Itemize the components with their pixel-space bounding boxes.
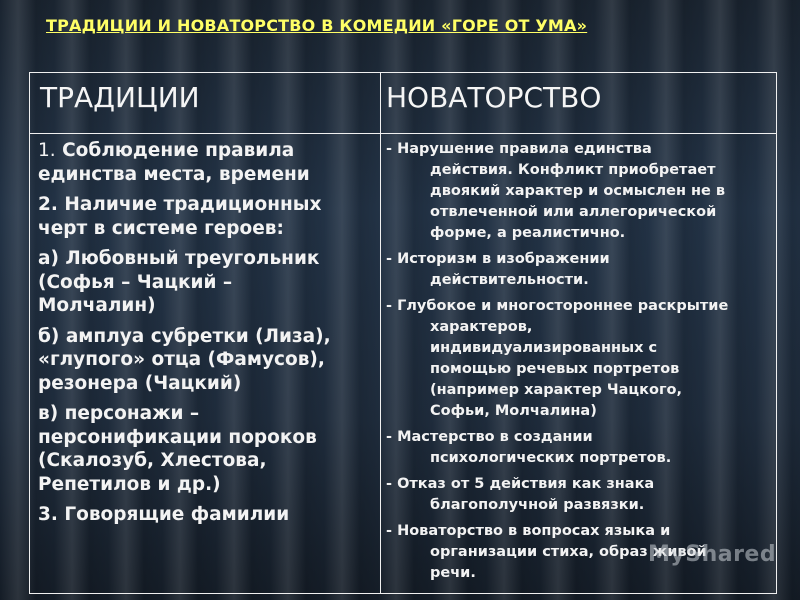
innovation-item: - Новаторство в вопросах языка и организации стиха, образ живой речи. (386, 523, 707, 581)
tradition-item: в) персонажи – персонификации пороков (Скалозуб, Хлестова, Репетилов и др.) (38, 403, 317, 495)
tradition-item: 1. Соблюдение правила единства места, времени (38, 140, 310, 185)
innovation-item: - Историзм в изображении действительности. (386, 251, 610, 288)
traditions-cell (38, 139, 374, 534)
tradition-item: 3. Говорящие фамилии (38, 504, 290, 525)
watermark: MyShared (648, 542, 777, 567)
innovation-item: - Мастерство в создании психологических портретов. (386, 429, 672, 466)
slide-title: ТРАДИЦИИ И НОВАТОРСТВО В КОМЕДИИ «ГОРЕ ОТ УМА» (46, 16, 588, 35)
header-traditions: ТРАДИЦИИ (40, 81, 200, 114)
header-divider (30, 133, 776, 134)
comparison-table (29, 72, 777, 594)
tradition-item: а) Любовный треугольник (Софья – Чацкий – Молчалин) (38, 248, 320, 316)
column-divider (380, 73, 381, 593)
tradition-item: б) амплуа субретки (Лиза), «глупого» отца (Фамусов), резонера (Чацкий) (38, 325, 331, 394)
innovation-item: - Глубокое и многостороннее раскрытие характеров, индивидуализированных с помощью речевых портретов (например характер Чацкого, Софьи, Молчалина) (386, 298, 729, 419)
header-innovation: НОВАТОРСТВО (386, 81, 602, 114)
tradition-item: 2. Наличие традиционных черт в системе героев: (38, 194, 322, 239)
innovation-cell (386, 139, 777, 589)
innovation-item: - Отказ от 5 действия как знака благополучной развязки. (386, 476, 655, 513)
innovation-item: - Нарушение правила единства действия. Конфликт приобретает двоякий характер и осмыслен не в отвлеченной или аллегорической форме, а реалистично. (386, 141, 726, 241)
